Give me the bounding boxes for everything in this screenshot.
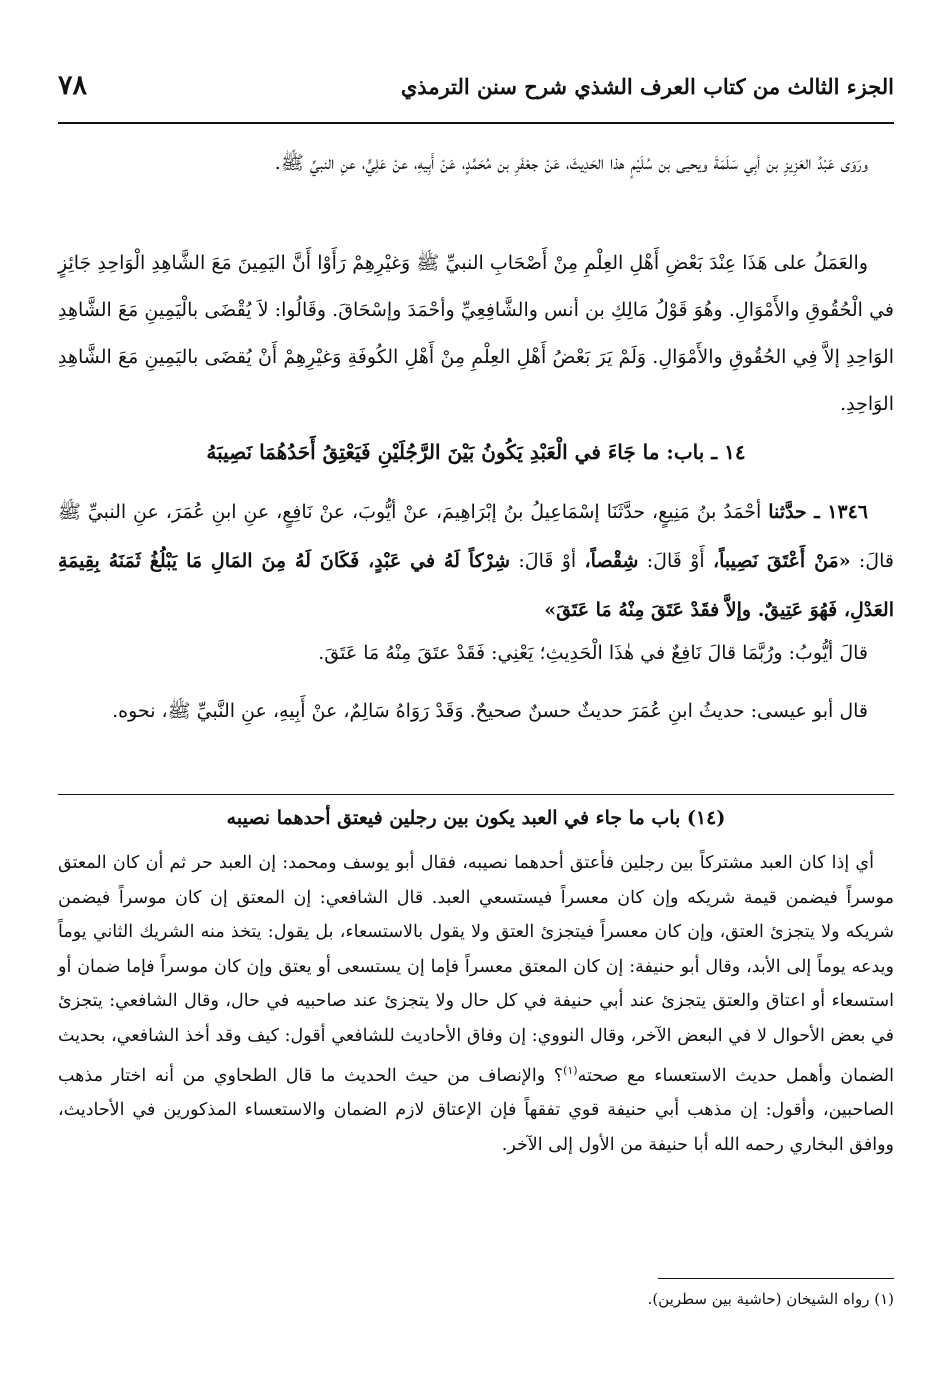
commentary-rule xyxy=(58,794,894,795)
abu-isa-note xyxy=(58,688,894,735)
hadith-text: أوْ قَالَ: xyxy=(518,550,577,572)
hadith-isnad: أحْمَدُ بنُ مَنِيعٍ، حدَّثَنَا إسْمَاعِيلُ بنُ إبْرَاهِيمَ، عنْ أيُّوبَ، عنْ نَافِعٍ، عنِ ابنِ عُمَرَ، عنِ النبيِّ ﷺ قالَ: xyxy=(58,501,894,572)
hadith-text: أَوْ قَالَ: xyxy=(646,550,705,572)
commentary-text: ؟ والإنصاف من حيث الحديث ما قال الطحاوي من أنه اختار مذهب الصاحبين، وأقول: إن مذهب أبي حنيفة قوي تفقهاً فإن الإعتاق لازم الضمان والاستعساء المذكورين في الأحاديث، ووافق البخاري رحمه الله أبا حنيفة من الأول إلى الآخر. xyxy=(58,1065,894,1155)
ayyub-note xyxy=(58,630,894,677)
footnote-rule xyxy=(658,1278,894,1279)
header-rule xyxy=(58,122,894,124)
footnote: (١) رواه الشيخان (حاشية بين سطرين). xyxy=(647,1290,894,1308)
hadith-matn: «مَنْ أَعْتَقَ نَصِيباً، xyxy=(712,550,851,572)
paragraph-practice xyxy=(58,240,894,428)
hadith-matn: شِرْكاً لَهُ في عَبْدٍ، فَكَانَ لَهُ مِنَ المَالِ مَا يَبْلُغُ ثَمَنَهُ بِقِيمَةِ العَدْلِ، فَهُوَ عَتِيقٌ. وإلاَّ فقَدْ عَتَقَ مِنْهُ مَا عَتَقَ» xyxy=(58,550,894,621)
running-header xyxy=(58,70,894,110)
hadith-1346 xyxy=(58,488,894,635)
paragraph-narration xyxy=(58,140,894,187)
paragraph-text: قال أبو عيسى: حديثُ ابنِ عُمَرَ حديثٌ حسنٌ صحيحٌ. وَقَدْ رَوَاهُ سَالِمٌ، عنْ أَبِيهِ، عنِ النَّبيِّ ﷺ، نحوه. xyxy=(112,700,868,722)
chapter-heading: ١٤ ـ باب: ما جَاءَ في الْعَبْدِ يَكُونُ بَيْنَ الرَّجُلَيْنِ فَيَعْتِقُ أَحَدُهُمَا نَصِيبَهُ xyxy=(206,440,746,464)
footnote-marker: (١) xyxy=(563,1063,578,1077)
commentary-body xyxy=(58,846,894,1162)
paragraph-text: قالَ أيُّوبُ: ورُبَّمَا قالَ نَافِعٌ في هٰذَا الْحَدِيثِ؛ يَعْنِي: فَقَدْ عتَقَ مِنْهُ مَا عَتَقَ. xyxy=(318,642,868,664)
running-title: الجزء الثالث من كتاب العرف الشذي شرح سنن الترمذي xyxy=(400,74,894,99)
paragraph-text: والعَمَلُ على هَذَا عِنْدَ بَعْضِ أَهْلِ العِلْمِ مِنْ أَصْحَابِ النبيِّ ﷺ وَغيْرِهِمْ رَأَوْا أَنَّ اليَمِينَ مَعَ الشَّاهِدِ الْوَاحِدِ جَائِزٍ في الْحُقُوقِ والأَمْوَالِ. وهُوَ قَوْلُ مَالِكِ بن أنس والشَّافِعِيِّ وأحْمَدَ وإسْحَاقَ. وقَالُوا: لاَ يُقْضَى بالْيَمِينِ مَعَ الشَّاهِدِ الوَاحِدِ إلاَّ فِي الحُقُوقِ والأَمْوَالِ. وَلَمْ يَرَ بَعْضُ أَهْلِ العِلْمِ مِنْ أَهْلِ الكُوفَةِ وَغيْرِهِمْ أَنْ يُقضَى باليَمِينِ مَعَ الشَّاهِدِ الوَاحِدِ. xyxy=(58,252,894,415)
paragraph-text: ورَوَى عَبْدُ العَزِيزِ بن أبِي سَلَمَةَ ويحيى بن سُلَيْمٍ هذا الحَدِيثَ، عَنْ جعْفَرِ بن مُحَمَّدٍ، عَنْ أَبِيهِ، عنْ عَلِيٍّ، عنِ النبيِّ ﷺ. xyxy=(274,152,868,174)
commentary-text: أي إذا كان العبد مشتركاً بين رجلين فأعتق أحدهما نصيبه، فقال أبو يوسف ومحمد: إن العبد حر ثم أن كان المعتق موسراً فيضمن قيمة شريكه وإن كان معسراً فيستسعي العبد. قال الشافعي: إن المعتق إن كان موسراً فيضمن شريكه ولا يتجزئ العتق، وإن كان معسراً فيتجزئ العتق ولا يقول بالاستسعاء، بل يقول: يتخذ منه الشريك الثاني يوماً ويدعه يوماً إلى الأبد، وقال أبو حنيفة: إن كان المعتق معسراً فإما إن يستسعى أو يعتق وإن كان موسراً فإما ضمان أو استسعاء أو اعتاق والعتق يتجزئ عند أبي حنيفة في كل حال ولا يتجزئ عند صاحبيه في حال، وقال الشافعي: يتجزئ في بعض الأحوال لا في البعض الآخر، وقال النووي: إن وفاق الأحاديث للشافعي أقول: كيف وقد أخذ الشافعي، بحديث الضمان وأهمل حديث الاستعساء مع صحته xyxy=(58,853,894,1086)
page-number: ٧٨ xyxy=(58,70,88,101)
commentary-heading: (١٤) باب ما جاء في العبد يكون بين رجلين فيعتق أحدهما نصيبه xyxy=(226,807,726,829)
hadith-matn: شِقْصاً، xyxy=(584,550,639,572)
hadith-number: ١٣٤٦ ـ حدَّثنا xyxy=(768,501,869,523)
